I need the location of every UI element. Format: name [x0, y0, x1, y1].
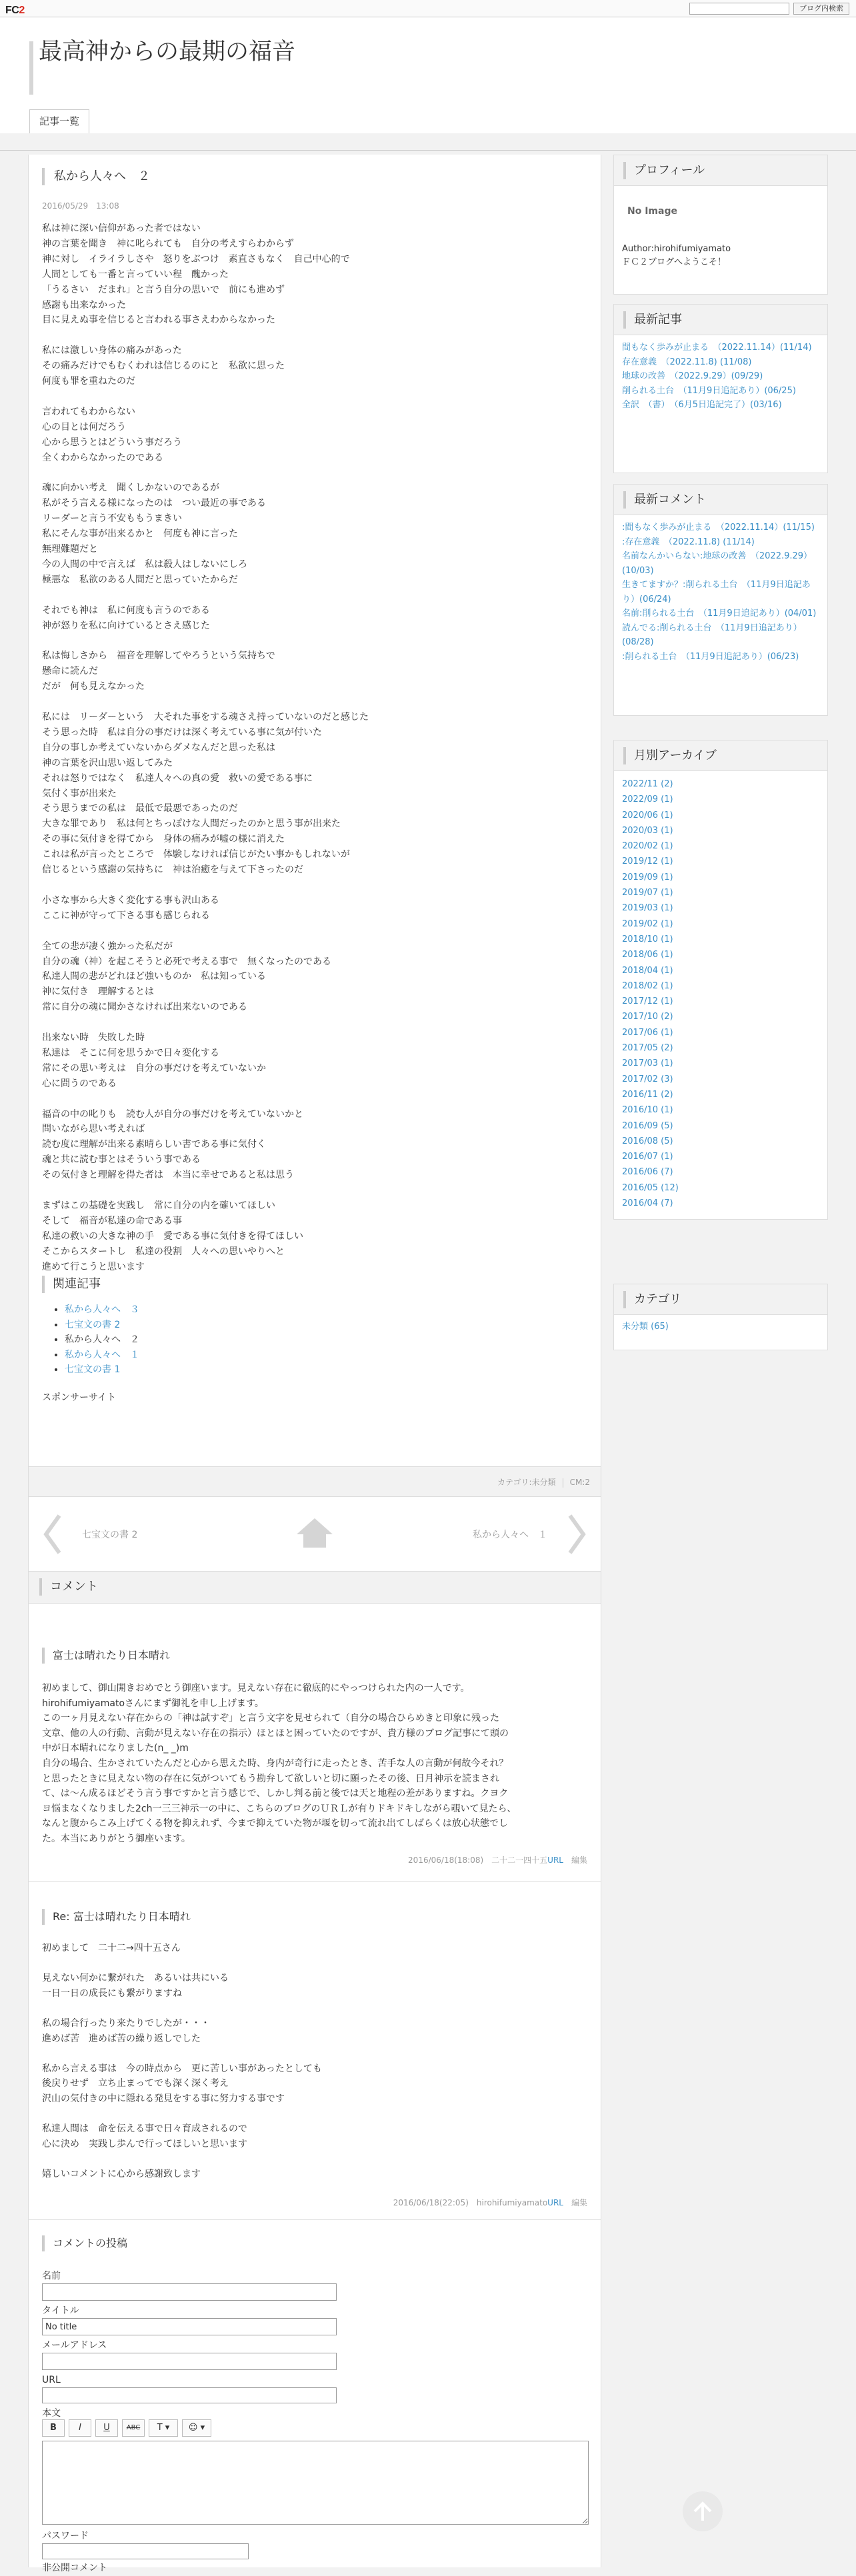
profile-title: プロフィール	[623, 162, 705, 179]
archive-link[interactable]: 2017/03 (1)	[622, 1058, 673, 1069]
archive-link[interactable]: 2018/04 (1)	[622, 965, 673, 976]
back-to-top-button[interactable]	[683, 2491, 723, 2531]
archive-link[interactable]: 2017/12 (1)	[622, 996, 673, 1007]
site-header	[0, 17, 856, 133]
emoji-button[interactable]: ☺ ▾	[182, 2419, 211, 2437]
category-link[interactable]: カテゴリ:未分類	[497, 1478, 556, 1487]
main-column	[28, 155, 601, 2573]
recent-comment-link[interactable]: 名前:削られる土台 （11月9日追記あり）(04/01)	[622, 609, 817, 619]
secret-comment-label[interactable]: 非公開コメント	[42, 2563, 107, 2573]
body-label: 本文	[42, 2408, 61, 2419]
archive-link[interactable]: 2018/02 (1)	[622, 980, 673, 991]
arrow-up-icon	[683, 2491, 723, 2531]
related-link[interactable]: 私から人々へ ３	[65, 1304, 139, 1315]
archive-link[interactable]: 2020/06 (1)	[622, 810, 673, 820]
entry-date: 2016/05/29 13:08	[42, 201, 119, 211]
recent-entry-link[interactable]: 全訳 （書） （6月5日追記完了）(03/16)	[622, 400, 782, 410]
site-title[interactable]: 最高神からの最期の福音	[39, 39, 296, 65]
url-label: URL	[42, 2375, 61, 2385]
fc2-logo-text: FC	[5, 5, 19, 16]
profile-greeting: ＦＣ２ブログへようこそ！	[622, 257, 727, 267]
comment-author: 二十二一四十五	[491, 1856, 548, 1865]
archive-link[interactable]: 2020/03 (1)	[622, 825, 673, 836]
profile-header	[614, 155, 827, 186]
related-list	[65, 1302, 139, 1378]
underline-button[interactable]: U	[95, 2419, 118, 2437]
recent-comments-box	[613, 484, 828, 716]
archive-link[interactable]: 2016/07 (1)	[622, 1152, 673, 1162]
archive-link[interactable]: 2017/06 (1)	[622, 1027, 673, 1038]
comment-edit-link[interactable]: 編集	[571, 1856, 587, 1865]
comment-separator	[29, 1881, 601, 1882]
archive-link[interactable]: 2019/12 (1)	[622, 856, 673, 867]
related-title: 関連記事	[42, 1276, 101, 1293]
recent-comment-link[interactable]: :間もなく歩みが止まる （2022.11.14）(11/15)	[622, 523, 815, 533]
archive-link[interactable]: 2019/07 (1)	[622, 888, 673, 898]
related-link[interactable]: 七宝文の書 1	[65, 1364, 121, 1375]
recent-entry-link[interactable]: 地球の改善 （2022.9.29）(09/29)	[622, 371, 763, 381]
related-link[interactable]: 私から人々へ １	[65, 1349, 139, 1360]
related-link[interactable]: 七宝文の書 2	[65, 1319, 121, 1330]
archive-link[interactable]: 2018/10 (1)	[622, 934, 673, 944]
related-item	[65, 1302, 139, 1318]
comments-heading: コメント	[39, 1578, 98, 1596]
recent-entries-list	[614, 335, 827, 418]
cm-count[interactable]: CM:2	[569, 1478, 590, 1487]
archive-link[interactable]: 2016/08 (5)	[622, 1136, 673, 1146]
url-field[interactable]	[42, 2387, 337, 2403]
avatar-placeholder: No Image	[627, 206, 677, 217]
strike-button[interactable]: ABC	[122, 2419, 145, 2437]
recent-entries-box	[613, 304, 828, 473]
sponsor-label: スポンサーサイト	[42, 1392, 117, 1403]
name-label: 名前	[42, 2271, 61, 2281]
name-field[interactable]	[42, 2283, 337, 2301]
chevron-left-icon[interactable]	[42, 1513, 62, 1556]
archive-title: 月別アーカイブ	[623, 747, 717, 764]
comment-form-title: コメントの投稿	[42, 2235, 127, 2251]
comment-title: 富士は晴れたり日本晴れ	[42, 1648, 170, 1664]
archive-link[interactable]: 2017/10 (2)	[622, 1012, 673, 1022]
pager	[29, 1497, 601, 1572]
profile-author: Author:hirohifumiyamato	[622, 243, 731, 254]
blog-search-input[interactable]	[689, 3, 789, 15]
next-entry-link[interactable]: 私から人々へ １	[473, 1530, 547, 1540]
bold-button[interactable]: B	[42, 2419, 65, 2437]
recent-comments-title: 最新コメント	[623, 491, 706, 509]
recent-entry-link[interactable]: 存在意義 （2022.11.8) (11/08)	[622, 357, 752, 367]
archive-link[interactable]: 2016/04 (7)	[622, 1198, 673, 1209]
archive-link[interactable]: 2016/10 (1)	[622, 1105, 673, 1116]
password-field[interactable]	[42, 2543, 249, 2559]
recent-comment-link[interactable]: 生きてますか？:削られる土台 （11月9日追記あり）(06/24)	[622, 580, 811, 605]
archive-box	[613, 740, 828, 1220]
italic-button[interactable]: I	[69, 2419, 91, 2437]
recent-comments-list	[614, 515, 827, 669]
recent-entries-title: 最新記事	[623, 311, 682, 329]
archive-link[interactable]: 2019/02 (1)	[622, 918, 673, 929]
comment-edit-link[interactable]: 編集	[571, 2198, 587, 2207]
comment-date: 2016/06/18(18:08)	[408, 1856, 484, 1865]
archive-link[interactable]: 2017/02 (3)	[622, 1074, 673, 1084]
format-toolbar	[42, 2419, 211, 2439]
recent-comment-link[interactable]: :削られる土台 （11月9日追記あり）(06/23)	[622, 651, 799, 662]
comment-meta	[385, 2197, 587, 2210]
prev-entry-link[interactable]: 七宝文の書 2	[82, 1530, 138, 1540]
comment-author: hirohifumiyamato	[476, 2198, 548, 2207]
recent-comment-link[interactable]: 読んでる:削られる土台 （11月9日追記あり）(08/28)	[622, 623, 802, 647]
archive-link[interactable]: 2020/02 (1)	[622, 841, 673, 852]
related-item	[65, 1318, 139, 1333]
comments-header	[29, 1572, 601, 1604]
title-accent-bar	[29, 41, 33, 95]
entry-title: 私から人々へ ２	[42, 168, 150, 185]
subject-field[interactable]	[42, 2318, 337, 2335]
related-item	[65, 1362, 139, 1378]
chevron-right-icon[interactable]	[567, 1513, 587, 1556]
comment-textarea[interactable]	[42, 2441, 589, 2525]
comment-date: 2016/06/18(22:05)	[393, 2198, 469, 2207]
fc2-topbar	[0, 0, 856, 17]
archive-link[interactable]: 2022/09 (1)	[622, 794, 673, 805]
recent-entry-link[interactable]: 削られる土台 （11月9日追記あり）(06/25)	[622, 385, 796, 396]
archive-link[interactable]: 2017/05 (2)	[622, 1043, 673, 1054]
email-field[interactable]	[42, 2353, 337, 2370]
archive-list	[614, 771, 827, 1216]
recent-entry-link[interactable]: 間もなく歩みが止まる （2022.11.14）(11/14)	[622, 343, 812, 353]
category-link[interactable]: 未分類 (65)	[622, 1322, 669, 1332]
comment-url-link[interactable]: URL	[547, 2198, 563, 2207]
archive-link[interactable]: 2022/11 (2)	[622, 779, 673, 789]
recent-comments-header	[614, 485, 827, 515]
comment-body: 初めまして 二十二→四十五さん 見えない何かに繋がれた あるいは共にいる 一日一日の成長にも繋がりますね 私の場合行ったり来たりでしたが・・・ 進めば苦 進めば苦の繰り返しでした 私から言える事は 今の時点から 更に苦しい事があったとしても 後戻りせず 立ち止まってでも深く深く考え 沢山の気付きの中に隠れる発見をする事に努力する事です 私達人間は 命を伝える事で日々育成されるので 心に決め 実践し歩んで行ってほしいと思います 嬉しいコメントに心から感謝致します	[42, 1943, 322, 2179]
archive-link[interactable]: 2019/09 (1)	[622, 872, 673, 882]
comment-body: 初めまして、御山開きおめでとう御座います。見えない存在に徹底的にやっつけられた内の一人です。 hirohifumiyamatoさんにまず御礼を申し上げます。 この一ヶ月見えない存在からの「神は試すぞ」と言う文字を見せられて（自分の場合ひらめきと印象に残った 文章、他の人の行動、言動が見えない存在の指示）ほとほと困っていたのですが、貴方様のブログ記事にて頭の 中が日本晴れになりました(n_ _)m 自分の場合、生かされていたんだと心から思えた時、身内が奇行に走ったとき、苦手な人の言動が何故今それ？ と思ったときに見えない物の存在に気がついてもう勘弁して欲しいと切に願ったその後、日月神示を読まされ て、は〜ん成るほどそう言う事ですかと言う感じで、しかし判る前と後では天と地程の差がありますね。クヨク ヨ悩まなくなりました2ch一三三神示一の中に、こちらのブログのＵＲＬが有りドキドキしながら覗いて見たら、 なんと腹からこみ上げてくる物を抑えれず、今まで抑えていた物が堰を切って流れ出てしばらくは放心状態でし た。本当にありがとう御座います。	[42, 1683, 517, 1844]
blog-search-button[interactable]: ブログ内検索	[793, 3, 849, 15]
fc2-logo-number: 2	[19, 5, 25, 16]
comment-separator	[29, 2219, 601, 2220]
comment-url-link[interactable]: URL	[547, 1856, 563, 1865]
nav-tab-entry-list[interactable]: 記事一覧	[29, 109, 89, 133]
archive-link[interactable]: 2016/06 (7)	[622, 1167, 673, 1178]
subject-label: タイトル	[42, 2305, 79, 2316]
archive-link[interactable]: 2018/06 (1)	[622, 950, 673, 960]
font-size-button[interactable]: T ▾	[149, 2419, 178, 2437]
archive-link[interactable]: 2016/09 (5)	[622, 1120, 673, 1131]
profile-content	[614, 186, 827, 275]
comment-meta	[400, 1854, 587, 1868]
category-header	[614, 1284, 827, 1315]
category-box	[613, 1284, 828, 1350]
category-title: カテゴリ	[623, 1291, 681, 1308]
related-item	[65, 1348, 139, 1363]
mail-label: メールアドレス	[42, 2340, 107, 2351]
recent-entries-header	[614, 305, 827, 335]
nav-line	[0, 132, 856, 151]
home-icon[interactable]	[295, 1517, 334, 1549]
profile-box	[613, 155, 828, 295]
category-bar	[29, 1466, 601, 1497]
comment-title: Re: 富士は晴れたり日本晴れ	[42, 1909, 191, 1925]
archive-header	[614, 740, 827, 771]
password-label: パスワード	[42, 2531, 89, 2541]
category-list	[614, 1315, 827, 1340]
related-item-current: • 私から人々へ ２	[65, 1332, 139, 1348]
entry-body: 私は神に深い信仰があった者ではない 神の言葉を聞き 神に叱られても 自分の考えすらわからず 神に対し イライラしさや 怒りをぶつけ 素直さもなく 自己中心的で 人間としても一番と言っていい程 醜かった 「うるさい だまれ」と言う自分の思いで 前にも進めず 感謝も出来なかった 目に見えぬ事を信じると言われる事さえわからなかった 私には激しい身体の痛みがあった その痛みだけでもむくわれは信じるのにと 私欲に思った 何度も罪を重ねたのだ 言われてもわからない 心の目とは何だろう 心から思うとはどういう事だろう 全くわからなかったのである 魂に向かい考え 聞くしかないのであるが 私がそう言える様になったのは つい最近の事である リーダーと言う不安ももうまきい 私にそんな事が出来るかと 何度も神に言った 無理難題だと 今の人間の中で言えば 私は殺人はしないにしろ 極悪な 私欲のある人間だと思っていたからだ それでも神は 私に何度も言うのである 神が怒りを私に向けているとさえ感じた 私は悔しさから 福音を理解してやろうという気持ちで 懸命に読んだ だが 何も見えなかった 私には リーダーという 大それた事をする魂さえ持っていないのだと感じた そう思った時 私は自分の事だけは深く考えている事に気が付いた 自分の事しか考えていないからダメなんだと思った私は 神の言葉を沢山思い返してみた それは怒りではなく 私達人々への真の愛 救いの愛である事に 気付く事が出来た そう思うまでの私は 最低で最悪であったのだ 大きな罪であり 私は何とちっぽけな人間だったのかと思う事が出来た その事に気付きを得てから 身体の痛みが嘘の様に消えた これは私が言ったところで 体験しなければ信じがたい事かもしれないが 信じるという感謝の気持ちに 神は治癒を与えて下さったのだ 小さな事から大きく変化する事も沢山ある ここに神が守って下さる事も感じられる 全ての悲が凄く強かった私だが 自分の魂（神）を起こそうと必死で考える事で 無くなったのである 私達人間の悲がどれほど強いものか 私は知っている 神に気付き 理解するとは 常に自分の魂に聞かさなければ出来ないのである 出来ない時 失敗した時 私達は そこに何を思うかで日々変化する 常にその思い考えは 自分の事だけを考えていないか 心に問うのである 福音の中の叱りも 読む人が自分の事だけを考えていないかと 問いながら思い考えれば 読む度に理解が出来る素晴らしい書である事に気付く 魂と共に読む事とはそういう事である その気付きと理解を得た者は 本当に幸せであると私は思う まずはこの基礎を実践し 常に自分の内を確いてほしい そして 福音が私達の命である事 私達の救いの大きな神の手 愛である事に気付きを得てほしい そこからスタートし 私達の役割 人々への思いやりへと 進めて行こうと思います	[42, 223, 369, 1272]
archive-link[interactable]: 2019/03 (1)	[622, 903, 673, 914]
recent-comment-link[interactable]: 名前なんかいらない:地球の改善 （2022.9.29）(10/03)	[622, 551, 813, 576]
recent-comment-link[interactable]: :存在意義 （2022.11.8) (11/14)	[622, 537, 755, 547]
archive-link[interactable]: 2016/05 (12)	[622, 1182, 679, 1193]
archive-link[interactable]: 2016/11 (2)	[622, 1089, 673, 1100]
category-info	[497, 1476, 590, 1490]
